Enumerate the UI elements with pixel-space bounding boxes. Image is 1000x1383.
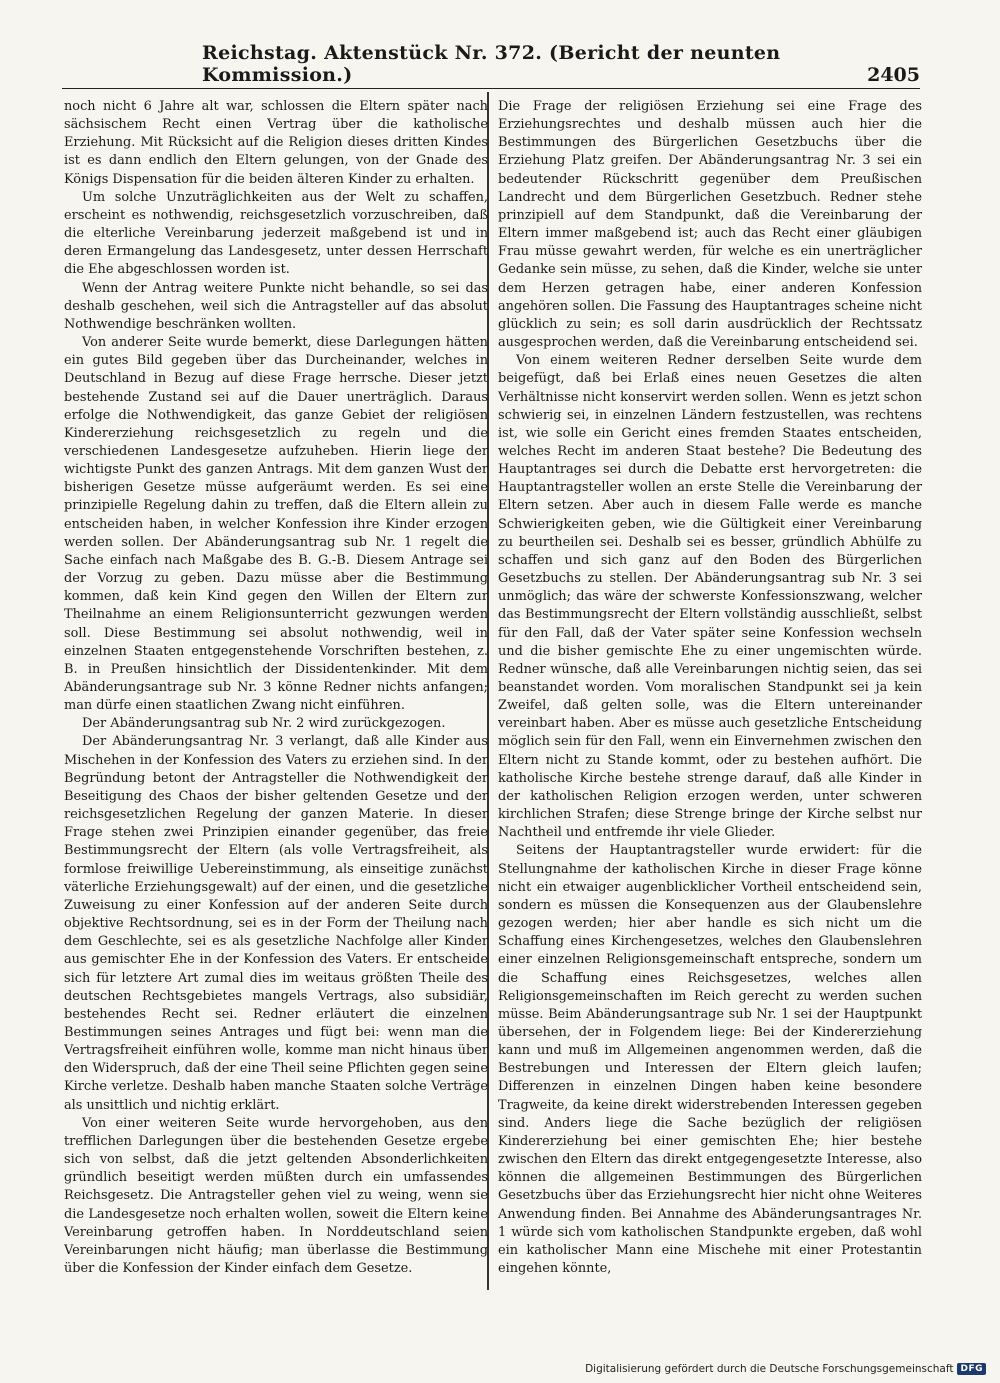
page-number: 2405 [867,64,920,86]
paragraph: Von einem weiteren Redner derselben Seite wurde dem beigefügt, daß bei Erlaß eines neuen Gesetzes die alten Verhältnisse nicht konservirt werden sollen. Wenn es jetzt schon schwierig sei, in einzelnen Ländern festzustellen, was rechtens ist, wie solle ein Gericht eines fremden Staates entscheiden, welches Recht im anderen Staat bestehe? Die Bedeutung des Hauptantrages sei durch die Debatte erst hervorgetreten: die Hauptantragsteller wollen an erste Stelle die Vereinbarung der Eltern setzen. Aber auch in diesem Falle werde es manche Schwierigkeiten geben, wie die Gültigkeit einer Vereinbarung zu beurtheilen sei. Deshalb sei es besser, gründlich Abhülfe zu schaffen und sich ganz auf den Boden des Bürgerlichen Gesetzbuchs zu stellen. Der Abänderungsantrag sub Nr. 3 sei unmöglich; das wäre der schwerste Konfessionszwang, welcher das Bestimmungsrecht der Eltern vollständig ausschließt, selbst für den Fall, daß der Vater später seine Konfession wechseln und die bisher gemischte Ehe zu einer ungemischten würde. Redner wünsche, daß alle Vereinbarungen nichtig seien, das sei beanstandet worden. Vom moralischen Standpunkt sei ja kein Zweifel, daß gelten solle, was die Eltern untereinander vereinbart haben. Aber es müsse auch gesetzliche Entscheidung möglich sein für den Fall, wenn ein Einvernehmen zwischen den Eltern nicht zu Stande kommt, oder zu bestehen aufhört. Die katholische Kirche bestehe strenge darauf, daß alle Kinder in der katholischen Religion erzogen werden, unter schweren kirchlichen Strafen; diese Strenge bringe der Kirche selbst nur Nachtheil und entfremde ihr viele Glieder. [498,353,922,841]
paragraph: Wenn der Antrag weitere Punkte nicht behandle, so sei das deshalb geschehen, weil sich die Antragsteller auf das absolut Nothwendige beschränken wollten. [64,280,488,332]
paragraph: Von einer weiteren Seite wurde hervorgehoben, aus den trefflichen Darlegungen über die bestehenden Gesetze ergebe sich von selbst, daß die jetzt geltenden Absonderlichkeiten gründlich beseitigt werden müßten durch ein umfassendes Reichsgesetz. Die Antragsteller gehen viel zu weing, wenn sie die Landesgesetze noch erhalten wollen, soweit die Eltern keine Vereinbarung getroffen haben. In Norddeutschland seien Vereinbarungen nicht häufig; man überlasse die Bestimmung über die Konfession der Kinder einfach dem Gesetze. [64,1115,488,1276]
right-column [498,98,922,1298]
paragraph: noch nicht 6 Jahre alt war, schlossen die Eltern später nach sächsischem Recht einen Vertrag über die katholische Erziehung. Mit Rücksicht auf die Religion dieses dritten Kindes ist es dann endlich den Eltern gelungen, von der Gnade des Königs Dispensation für die beiden älteren Kinder zu erhalten. [64,99,488,187]
footer-text: Digitalisierung gefördert durch die Deutsche Forschungsgemeinschaft [585,1363,954,1375]
left-column [64,98,488,1298]
paragraph: Um solche Unzuträglichkeiten aus der Welt zu schaffen, erscheint es nothwendig, reichsgesetzlich vorzuschreiben, daß die elterliche Vereinbarung jederzeit maßgebend ist und in deren Ermangelung das Landesgesetz, unter dessen Herrschaft die Ehe abgeschlossen worden ist. [64,189,488,278]
dfg-logo-icon: DFG [957,1363,986,1375]
paragraph: Der Abänderungsantrag Nr. 3 verlangt, daß alle Kinder aus Mischehen in der Konfession des Vaters zu erziehen sind. In der Begründung betont der Antragsteller die Nothwendigkeit der Beseitigung des Chaos der bisher geltenden Gesetze und der reichsgesetzlichen Regelung der ganzen Materie. In dieser Frage stehen zwei Prinzipien einander gegenüber, das freie Bestimmungsrecht der Eltern (als volle Vertragsfreiheit, als formlose freiwillige Uebereinstimmung, als einseitige zunächst väterliche Erziehungsgewalt) auf der einen, und die gesetzliche Zuweisung zu einer Konfession auf der anderen Seite durch objektive Rechtsordnung, sei es in der Form der Theilung nach dem Geschlechte, sei es als gesetzliche Nachfolge aller Kinder aus gemischter Ehe in der Konfession des Vaters. Er entscheide sich für letztere Art zumal dies im weitaus größten Theile des deutschen Rechtsgebietes mangels Vertrags, also subsidiär, bestehendes Recht sei. Redner erläutert die einzelnen Bestimmungen seines Antrages und fügt bei: wenn man die Vertragsfreiheit einführen wolle, komme man nicht hinaus über den Widerspruch, daß der eine Theil seine Pflichten gegen seine Kirche verletze. Deshalb haben manche Staaten solche Verträge als unsittlich und nichtig erklärt. [64,734,488,1113]
running-title: Reichstag. Aktenstück Nr. 372. (Bericht der neunten Kommission.) [202,42,781,86]
paragraph: Der Abänderungsantrag sub Nr. 2 wird zurückgezogen. [82,716,446,732]
digitization-footer [585,1361,986,1377]
paragraph: Die Frage der religiösen Erziehung sei eine Frage des Erziehungsrechtes und deshalb müssen auch hier die Bestimmungen des Bürgerlichen Gesetzbuchs über die Erziehung Platz greifen. Der Abänderungsantrag Nr. 3 sei ein bedeutender Rückschritt gegenüber dem Preußischen Landrecht und dem Bürgerlichen Gesetzbuch. Redner stehe prinzipiell auf dem Standpunkt, daß die Vereinbarung der Eltern immer maßgebend ist; auch das Recht einer gläubigen Frau müsse gewahrt werden, für welche es ein unerträglicher Gedanke sein müsse, zu sehen, daß die Kinder, welche sie unter dem Herzen getragen habe, einer anderen Konfession angehören sollen. Die Fassung des Hauptantrages scheine nicht glücklich zu sein; es soll darin ausdrücklich der Rechtssatz ausgesprochen werden, daß die Vereinbarung entscheidend sei. [498,99,922,351]
paragraph: Von anderer Seite wurde bemerkt, diese Darlegungen hätten ein gutes Bild gegeben über das Durcheinander, welches in Deutschland in Bezug auf diese Frage herrsche. Dieser jetzt bestehende Zustand sei auf die Dauer unerträglich. Daraus erfolge die Nothwendigkeit, das ganze Gebiet der religiösen Kindererziehung reichsgesetzlich zu regeln und die verschiedenen Landesgesetze aufzuheben. Hierin liege der wichtigste Punkt des ganzen Antrags. Mit dem ganzen Wust der bisherigen Gesetze müsse aufgeräumt werden. Es sei eine prinzipielle Regelung dahin zu treffen, daß die Eltern allein zu entscheiden haben, in welcher Konfession ihre Kinder erzogen werden sollen. Der Abänderungsantrag sub Nr. 1 regelt die Sache einfach nach Maßgabe des B. G.-B. Diesem Antrage sei der Vorzug zu geben. Dazu müsse aber die Bestimmung kommen, daß kein Kind gegen den Willen der Eltern zur Theilnahme an einem Religionsunterricht gezwungen werden soll. Diese Bestimmung sei absolut nothwendig, weil in einzelnen Staaten entgegenstehende Vorschriften bestehen, z. B. in Preußen hinsichtlich der Dissidentenkinder. Mit dem Abänderungsantrage sub Nr. 3 könne Redner nichts anfangen; man dürfe einen staatlichen Zwang nicht einführen. [64,335,488,714]
paragraph: Seitens der Hauptantragsteller wurde erwidert: für die Stellungnahme der katholischen Kirche in dieser Frage könne nicht ein etwaiger augenblicklicher Vortheil entscheidend sein, sondern es müssen die Konsequenzen aus der Glaubenslehre gezogen werden; hier aber handle es sich nicht um die Schaffung eines Kirchengesetzes, welches den Glaubenslehren einer einzelnen Religionsgemeinschaft entspreche, sondern um die Schaffung eines Reichsgesetzes, welches allen Religionsgemeinschaften im Reich gerecht zu werden suchen müsse. Beim Abänderungsantrage sub Nr. 1 sei der Hauptpunkt übersehen, der in Folgendem liege: Bei der Kindererziehung kann und muß im Allgemeinen angenommen werden, daß die Bestrebungen und Interessen der Eltern gleich laufen; Differenzen in einzelnen Dingen haben keine besondere Tragweite, da keine direkt widerstrebenden Interessen gegeben sind. Anders liege die Sache bezüglich der religiösen Kindererziehung bei einer gemischten Ehe; hier bestehe zwischen den Eltern das direkt entgegengesetzte Interesse, also können die allgemeinen Bestimmungen des Bürgerlichen Gesetzbuchs über das Erziehungsrecht hier nicht ohne Weiteres Anwendung finden. Bei Annahme des Abänderungsantrages Nr. 1 würde sich vom katholischen Standpunkte ergeben, daß wohl ein katholischer Mann eine Mischehe mit einer Protestantin eingehen könnte, [498,843,922,1276]
page-header [62,42,920,89]
